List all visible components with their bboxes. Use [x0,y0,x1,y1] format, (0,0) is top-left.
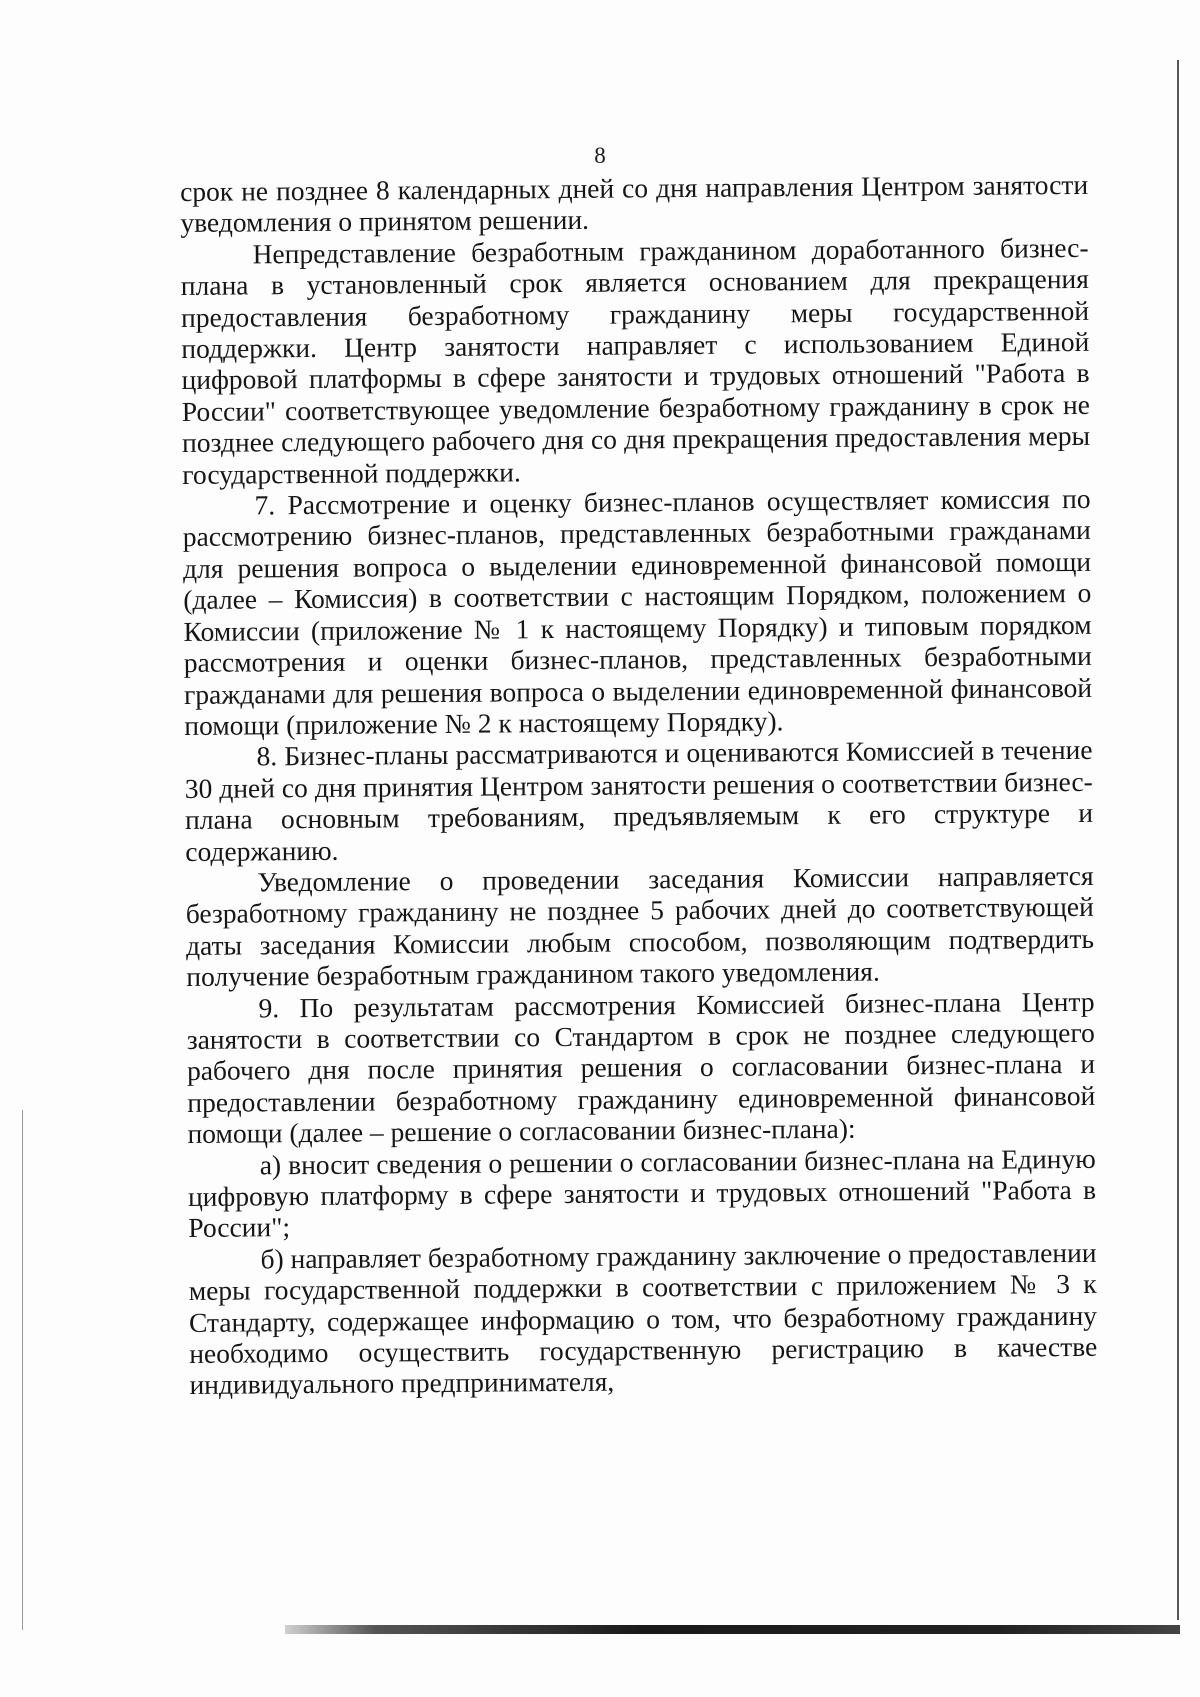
paragraph: Непредставление безработным гражданином доработанного бизнес-плана в установленный срок является основанием для прекращения предоставления безработному гражданину меры государственной поддержки. Центр занятости направляет с использованием Единой цифровой платформы в сфере занятости и трудовых отношений "Работа в России" соответствующее уведомление безработному гражданину в срок не позднее следующего рабочего дня со дня прекращения предоставления меры государственной поддержки. [180,231,1091,490]
paragraph: б) направляет безработному гражданину заключение о предоставлении меры государственной поддержки в соответствии с приложением № 3 к Стандарту, содержащее информацию о том, что безработному гражданину необходимо осуществить государственную регистрацию в качестве индивидуального предпринимателя, [188,1236,1098,1401]
paragraph: Уведомление о проведении заседания Комиссии направляется безработному гражданину не позднее 5 рабочих дней до соответствующей даты заседания Комиссии любым способом, позволяющим подтвердить получение безработным гражданином такого уведомления. [185,859,1095,993]
paragraph: 8. Бизнес-планы рассматриваются и оцениваются Комиссией в течение 30 дней со дня принятия Центром занятости решения о соответствии бизнес-плана основным требованиям, предъявляемым к его структуре и содержанию. [184,734,1094,867]
paragraph: а) вносит сведения о решении о согласовании бизнес-плана на Единую цифровую платформу в сфере занятости и трудовых отношений "Работа в России"; [187,1142,1097,1244]
document-body [180,169,1098,1401]
scan-edge-line [22,1110,23,1630]
paragraph: срок не позднее 8 календарных дней со дня направления Центром занятости уведомления о принятом решении. [180,168,1089,239]
scan-bottom-strip [285,1625,1180,1634]
paragraph: 7. Рассмотрение и оценку бизнес-планов осуществляет комиссия по рассмотрению бизнес-планов, представленных безработными гражданами для решения вопроса о выделении единовременной финансовой помощи (далее – Комиссия) в соответствии с настоящим Порядком, положением о Комиссии (приложение № 1 к настоящему Порядку) и типовым порядком рассмотрения и оценки бизнес-планов, представленных безработными гражданами для решения вопроса о выделении единовременной финансовой помощи (приложение № 2 к настоящему Порядку). [182,482,1093,741]
page-number: 8 [594,143,606,168]
scan-edge-line [1177,60,1179,1620]
paragraph: 9. По результатам рассмотрения Комиссией бизнес-плана Центр занятости в соответствии со Стандартом в срок не позднее следующего рабочего дня после принятия решения о согласовании бизнес-плана и предоставлении безработному гражданину единовременной финансовой помощи (далее – решение о согласовании бизнес-плана): [186,985,1096,1150]
